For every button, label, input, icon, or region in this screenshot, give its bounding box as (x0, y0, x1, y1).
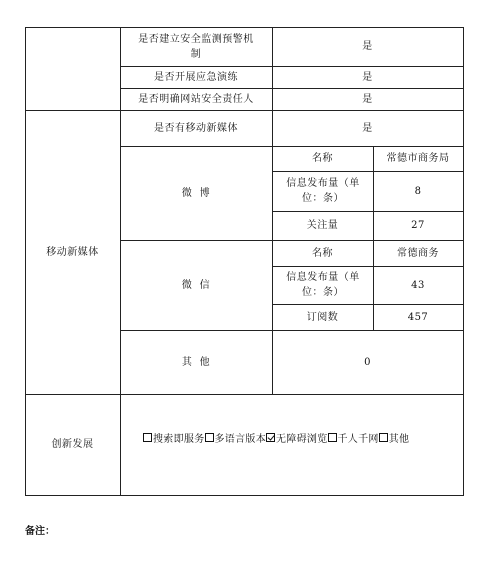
option-search-service[interactable] (143, 430, 205, 445)
option-other[interactable] (379, 430, 410, 445)
weibo-label: 微 博 (181, 187, 211, 199)
monitoring-warning-label: 是否建立安全监测预警机制 (138, 33, 254, 60)
security-officer-value: 是 (362, 93, 373, 105)
wechat-label: 微 信 (181, 279, 211, 291)
checkbox-unchecked-icon[interactable] (379, 433, 388, 442)
innovation-options (143, 429, 409, 445)
checkbox-unchecked-icon[interactable] (328, 433, 337, 442)
wechat-name-value: 常德商务 (397, 247, 439, 259)
option-personalized[interactable] (328, 430, 379, 445)
weibo-name-value: 常德市商务局 (386, 153, 450, 164)
checkbox-checked-icon[interactable] (266, 433, 275, 442)
wechat-posts-value: 43 (411, 279, 425, 291)
weibo-posts-label: 信息发布量（单位：条） (286, 178, 360, 204)
security-officer-label: 是否明确网站安全责任人 (138, 93, 254, 105)
option-label: 其他 (388, 433, 410, 445)
weibo-name-label: 名称 (312, 153, 333, 164)
wechat-posts-label: 信息发布量（单位：条） (286, 272, 360, 298)
innovation-section-label: 创新发展 (51, 439, 94, 450)
emergency-drill-label: 是否开展应急演练 (154, 71, 238, 83)
wechat-subscribe-label: 订阅数 (306, 311, 339, 323)
checkbox-unchecked-icon[interactable] (143, 433, 152, 442)
other-media-label: 其 他 (181, 356, 211, 368)
option-accessibility[interactable] (266, 430, 328, 445)
weibo-follow-value: 27 (411, 220, 425, 231)
option-multilingual[interactable] (205, 430, 267, 445)
weibo-posts-value: 8 (414, 185, 422, 197)
mobile-media-section-label: 移动新媒体 (46, 246, 99, 258)
option-label: 无障碍浏览 (276, 433, 328, 445)
other-media-value: 0 (364, 356, 371, 368)
has-mobile-media-value: 是 (362, 122, 373, 134)
weibo-follow-label: 关注量 (306, 220, 339, 231)
emergency-drill-value: 是 (362, 71, 373, 83)
grid-line (463, 27, 464, 496)
option-label: 搜索即服务 (153, 433, 205, 445)
grid-line (25, 495, 464, 496)
option-label: 千人千网 (337, 433, 379, 445)
option-label: 多语言版本 (214, 433, 266, 445)
checkbox-unchecked-icon[interactable] (205, 433, 214, 442)
monitoring-warning-value: 是 (362, 41, 373, 52)
note-label: 备注： (25, 526, 55, 537)
wechat-subscribe-value: 457 (407, 311, 429, 323)
wechat-name-label: 名称 (312, 247, 333, 259)
has-mobile-media-label: 是否有移动新媒体 (154, 122, 238, 134)
